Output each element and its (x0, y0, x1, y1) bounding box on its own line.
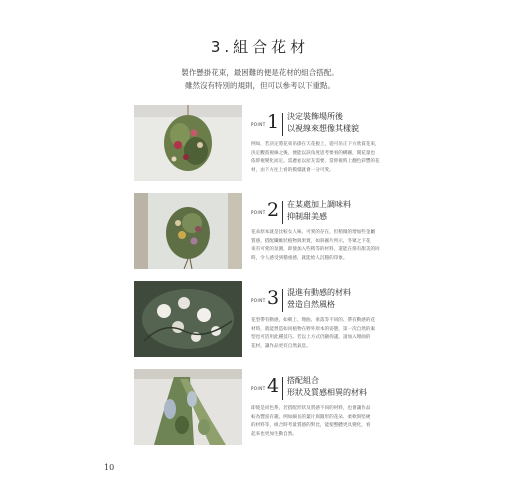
point-number: 1 (267, 111, 280, 133)
point-title-line: 搭配組合 (287, 376, 319, 385)
point-number: 2 (267, 199, 280, 221)
photo-bouquet-on-door (134, 193, 242, 269)
point-title-line: 形狀及質感相異的材料 (287, 388, 367, 397)
section-point-1 (134, 105, 394, 181)
body-line: 決定觀賞視線之後，便能以該角度思考要看的構圖，開花量也 (251, 150, 376, 156)
point-body (251, 405, 395, 439)
body-line: 的材料等，組合時考量質感的對比，能使整體更具變化，看 (251, 423, 371, 428)
point-number: 4 (267, 375, 280, 397)
body-line: 質感，搭配纖維狀植物與果實，如斜圖片所示，冬眾之下花 (251, 238, 371, 244)
body-line: 花朵原本就是比較女人味，可愛的存在，但稍微的增加些金屬 (251, 230, 376, 235)
point-title-line: 營造自然風格 (287, 300, 335, 309)
point-title (287, 199, 351, 223)
point-title-line: 決定裝飾場所後 (287, 112, 343, 121)
body-line: 材時，就能營造如同植物在野外原本的姿態，第一次自然的素 (251, 326, 376, 332)
intro-line: 雖然沒有特別的規則，但可以參考以下重點。 (185, 81, 335, 90)
body-line: 材，由下方往上看的模樣就會一分可愛。 (251, 167, 334, 173)
body-line: 花型帶有動感，如朝上、彎曲、垂落等不同的、帶有動感的花 (251, 318, 376, 323)
section-point-3 (134, 281, 394, 357)
point-body (251, 229, 395, 263)
point-divider (282, 201, 283, 224)
point-number: 3 (267, 287, 280, 309)
point-label: POINT (251, 210, 266, 215)
point-body (251, 317, 395, 351)
point-divider (282, 377, 283, 400)
section-point-2 (134, 193, 394, 269)
point-label: POINT (251, 122, 266, 127)
body-line: 起來也更加生動自然。 (251, 431, 297, 437)
body-line: 時，令人感受到穩重感，就能給人沉穩的印象。 (251, 255, 348, 261)
body-line: 型也可活用此種技巧。若以上方式仍顯拘謹，請加入彎曲的 (251, 335, 371, 340)
photo-cotton-bunch (134, 281, 242, 357)
point-heading (251, 285, 401, 315)
body-line: 依仰視變化而定。需慮並以屋友需要，當仰視時上翻色彩豐的花 (251, 159, 380, 164)
point-title (287, 111, 359, 135)
point-title-line: 以視線來想像其樣貌 (287, 124, 359, 133)
point-title-line: 抑制甜美感 (287, 212, 327, 221)
page-title: 3.組合花材 (210, 38, 310, 56)
point-label: POINT (251, 386, 266, 391)
point-label: POINT (251, 298, 266, 303)
point-title-line: 在某處加上調味料 (287, 200, 351, 209)
body-line: 束有可愛的氛圍，即使加入些稍等的材料，還能在保有甜美的同 (251, 247, 380, 252)
page-number: 10 (104, 463, 115, 472)
point-heading (251, 109, 401, 139)
body-line: 即使是同色系，若搭配形狀及質感不同的材料，也會讓作品 (251, 406, 371, 411)
point-title-line: 混進有動感的材料 (287, 288, 351, 297)
section-point-4 (134, 369, 394, 445)
point-divider (282, 289, 283, 312)
photo-wreath-hanging (134, 105, 242, 181)
point-heading (251, 197, 401, 227)
point-body (251, 141, 395, 175)
photo-foliage-swag (134, 369, 242, 445)
body-line: 花材，讓作品更有自然氣息。 (251, 343, 311, 349)
point-divider (282, 113, 283, 136)
point-title (287, 287, 351, 311)
intro-line: 製作懸掛花束，最困難的便是花材的組合搭配。 (181, 68, 339, 77)
point-heading (251, 373, 401, 403)
point-title (287, 375, 367, 399)
body-line: 較為豐富有趣。例如細長的葉片與圓形的花朵、柔軟與堅硬 (251, 414, 371, 420)
body-line: 例如，若決定將花束吊掛在天花板上，從可吊正下方欣賞花束， (251, 142, 380, 147)
intro-text (0, 66, 520, 92)
